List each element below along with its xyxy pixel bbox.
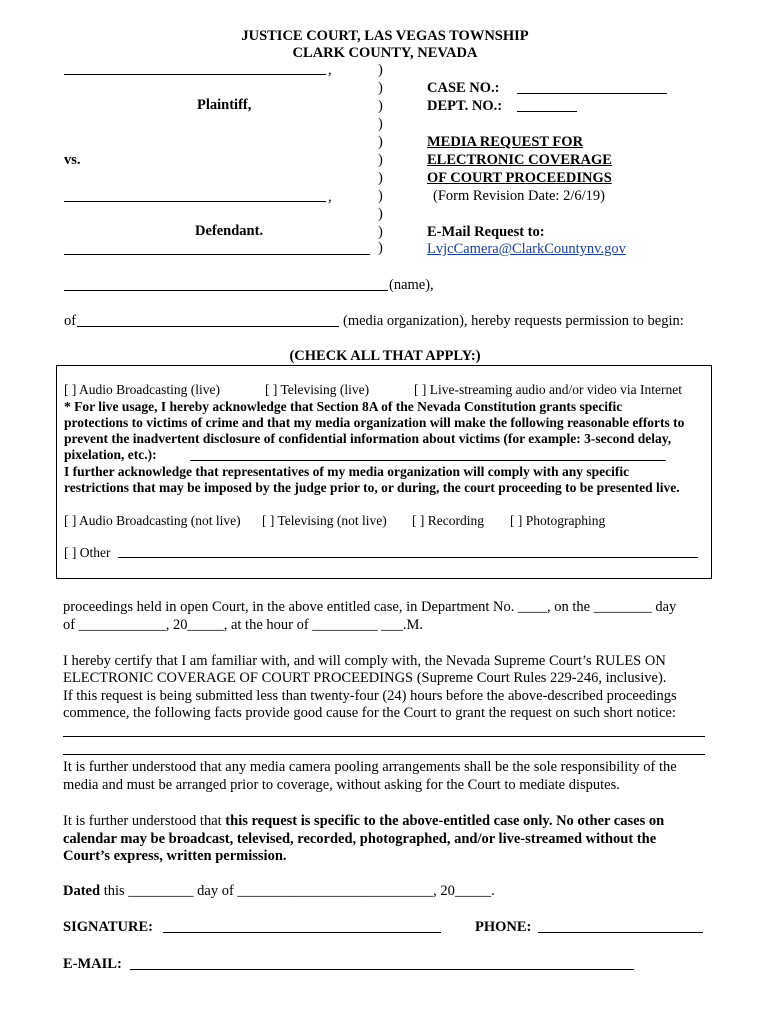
proceedings-line2: of ____________, 20_____, at the hour of _________ ___.M. bbox=[63, 617, 424, 633]
checkbox-other[interactable]: [ ] Other bbox=[64, 545, 111, 560]
name-suffix: (name), bbox=[389, 277, 434, 293]
media-organization-field[interactable] bbox=[77, 326, 339, 327]
email-request-label: E-Mail Request to: bbox=[427, 224, 545, 240]
caption-paren: ) bbox=[378, 62, 383, 78]
dated-label: Dated bbox=[63, 883, 101, 899]
caption-comma: , bbox=[328, 62, 332, 78]
victim-ack-line2: protections to victims of crime and that my media organization will make the following reasonable efforts to bbox=[64, 415, 685, 430]
dept-no-label: DEPT. NO.: bbox=[427, 98, 503, 114]
dept-no-field[interactable] bbox=[517, 111, 577, 112]
checkbox-televising-not-live[interactable]: [ ] Televising (not live) bbox=[262, 513, 387, 528]
court-name: JUSTICE COURT, LAS VEGAS TOWNSHIP bbox=[241, 28, 529, 44]
checkbox-recording[interactable]: [ ] Recording bbox=[412, 513, 484, 528]
check-all-heading: (CHECK ALL THAT APPLY:) bbox=[289, 348, 481, 364]
specific-case-line2: calendar may be broadcast, televised, recorded, photographed, and/or live-streamed without the bbox=[63, 831, 657, 847]
form-revision-date: (Form Revision Date: 2/6/19) bbox=[433, 188, 605, 204]
proceedings-line1: proceedings held in open Court, in the above entitled case, in Department No. ____, on the ________ day bbox=[63, 599, 677, 615]
of-prefix: of bbox=[64, 313, 77, 329]
defendant-name-line[interactable] bbox=[64, 201, 326, 202]
form-title-line2: ELECTRONIC COVERAGE bbox=[427, 152, 612, 168]
caption-paren: ) bbox=[378, 152, 383, 168]
caption-paren: ) bbox=[378, 240, 383, 256]
phone-label: PHONE: bbox=[475, 919, 532, 935]
checkbox-televising-live[interactable]: [ ] Televising (live) bbox=[265, 382, 370, 397]
certify-line2: ELECTRONIC COVERAGE OF COURT PROCEEDINGS (Supreme Court Rules 229-246, inclusive). bbox=[63, 670, 667, 686]
county-name: CLARK COUNTY, NEVADA bbox=[292, 45, 478, 61]
case-no-label: CASE NO.: bbox=[427, 80, 500, 96]
specific-case-line1 bbox=[63, 813, 664, 830]
phone-field[interactable] bbox=[538, 932, 703, 933]
victim-ack-line4: pixelation, etc.): bbox=[64, 447, 157, 462]
email-field[interactable] bbox=[130, 969, 634, 970]
dated-line bbox=[63, 883, 495, 900]
caption-paren: ) bbox=[378, 134, 383, 150]
form-title-line1: MEDIA REQUEST FOR bbox=[427, 134, 584, 150]
victim-ack-line3: prevent the inadvertent disclosure of confidential information about victims (for example: 3-second delay, bbox=[64, 431, 672, 446]
signature-field[interactable] bbox=[163, 932, 441, 933]
checkbox-live-streaming[interactable]: [ ] Live-streaming audio and/or video via Internet bbox=[414, 382, 683, 397]
caption-paren: ) bbox=[378, 98, 383, 114]
checkbox-photographing[interactable]: [ ] Photographing bbox=[510, 513, 606, 528]
specific-case-text: It is further understood that bbox=[63, 813, 226, 829]
caption-paren: ) bbox=[378, 224, 383, 240]
restrictions-ack-line1: I further acknowledge that representatives of my media organization will comply with any specific bbox=[64, 464, 630, 479]
form-title-line3: OF COURT PROCEEDINGS bbox=[427, 170, 612, 186]
certify-line3: If this request is being submitted less than twenty-four (24) hours before the above-described proceedings bbox=[63, 688, 677, 704]
checkbox-audio-live[interactable]: [ ] Audio Broadcasting (live) bbox=[64, 382, 220, 397]
dated-fields[interactable]: this _________ day of ___________________________, 20_____. bbox=[100, 883, 495, 899]
good-cause-field[interactable] bbox=[63, 736, 705, 737]
email-label: E-MAIL: bbox=[63, 956, 122, 972]
caption-paren: ) bbox=[378, 80, 383, 96]
plaintiff-name-line[interactable] bbox=[64, 74, 326, 75]
organization-suffix: (media organization), hereby requests permission to begin: bbox=[343, 313, 684, 329]
plaintiff-label: Plaintiff, bbox=[197, 97, 252, 113]
specific-case-line3: Court’s express, written permission. bbox=[63, 848, 287, 864]
caption-paren: ) bbox=[378, 188, 383, 204]
good-cause-field[interactable] bbox=[63, 754, 705, 755]
reasonable-efforts-field[interactable] bbox=[190, 460, 666, 461]
requester-name-field[interactable] bbox=[64, 290, 388, 291]
defendant-label: Defendant. bbox=[195, 223, 264, 239]
email-request-link[interactable]: LvjcCamera@ClarkCountynv.gov bbox=[427, 241, 626, 257]
pooling-line1: It is further understood that any media camera pooling arrangements shall be the sole responsibility of the bbox=[63, 759, 677, 775]
signature-label: SIGNATURE: bbox=[63, 919, 153, 935]
pooling-line2: media and must be arranged prior to coverage, without asking for the Court to mediate disputes. bbox=[63, 777, 620, 793]
checkbox-audio-not-live[interactable]: [ ] Audio Broadcasting (not live) bbox=[64, 513, 241, 528]
victim-ack-line1: * For live usage, I hereby acknowledge that Section 8A of the Nevada Constitution grants specific bbox=[64, 399, 623, 414]
caption-paren: ) bbox=[378, 170, 383, 186]
case-no-field[interactable] bbox=[517, 93, 667, 94]
other-specify-field[interactable] bbox=[118, 557, 698, 558]
certify-line1: I hereby certify that I am familiar with, and will comply with, the Nevada Supreme Court’s RULES ON bbox=[63, 653, 666, 669]
caption-comma: , bbox=[328, 189, 332, 205]
vs-label: vs. bbox=[64, 152, 81, 168]
restrictions-ack-line2: restrictions that may be imposed by the judge prior to, or during, the court proceeding to be presented live. bbox=[64, 480, 680, 495]
caption-paren: ) bbox=[378, 206, 383, 222]
caption-paren: ) bbox=[378, 116, 383, 132]
specific-case-bold: this request is specific to the above-entitled case only. No other cases on bbox=[225, 813, 665, 829]
caption-bottom-line bbox=[64, 254, 370, 255]
certify-line4: commence, the following facts provide good cause for the Court to grant the request on such short notice: bbox=[63, 705, 676, 721]
